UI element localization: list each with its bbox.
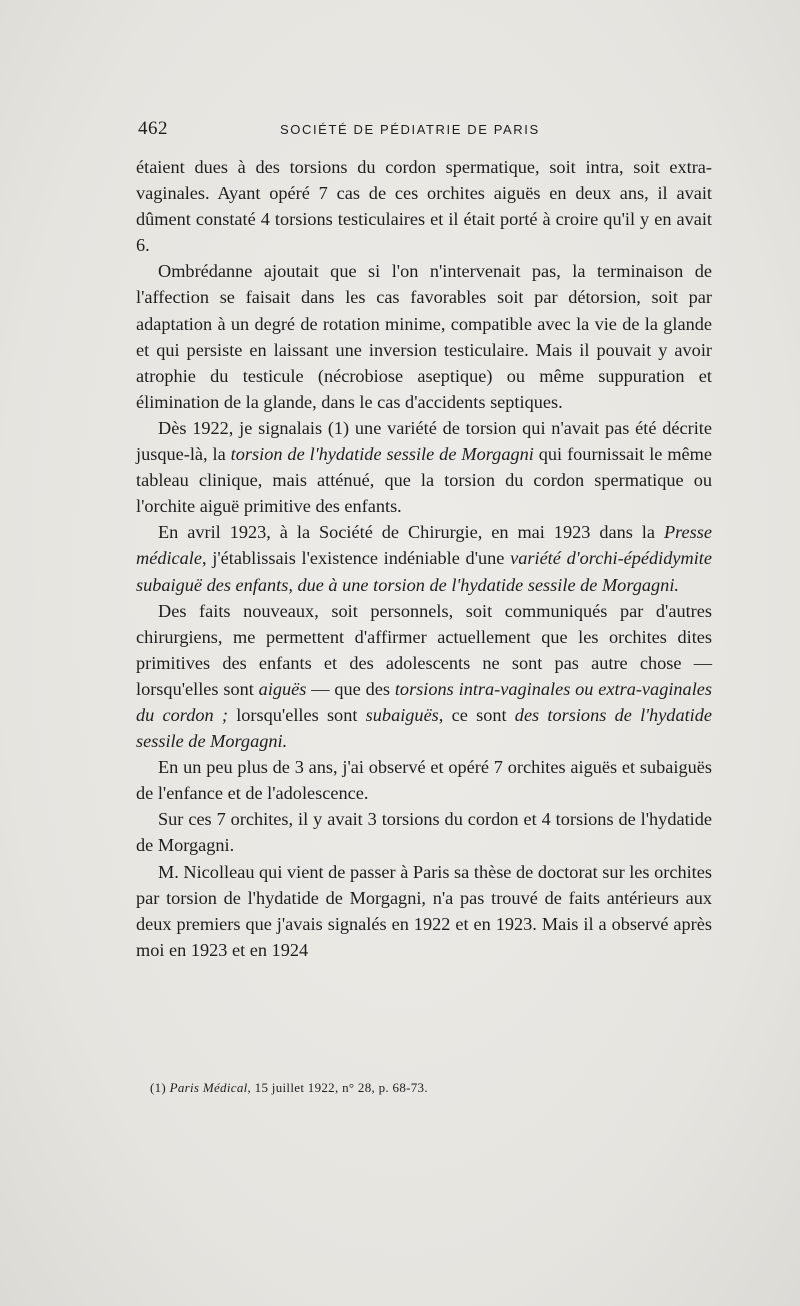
italic-text: Presse médicale: [136, 522, 712, 569]
text-run: étaient dues à des torsions du cordon spermatique, soit intra, soit extra-vaginales. Ayant opéré 7 cas de ces orchites aiguës en deux ans, il avait dûment constaté 4 torsions testiculaires et il était porté à croire qu'il y en avait 6.: [136, 157, 712, 256]
body-text: [136, 154, 712, 963]
paragraph: [136, 598, 712, 755]
paragraph: [136, 519, 712, 597]
footnote-details: , 15 juillet 1922, n° 28, p. 68-73.: [247, 1080, 428, 1095]
italic-text: torsions intra-vaginales ou extra-vaginales du cordon ;: [136, 678, 713, 725]
italic-text: des torsions de l'hydatide sessile de Morgagni.: [136, 704, 713, 752]
text-run: M. Nicolleau qui vient de passer à Paris sa thèse de doctorat sur les orchites par torsion de l'hydatide de Morgagni, n'a pas trouvé de faits antérieurs aux deux premiers que j'avais signalés en 1922 et en 1923. Mais il a observé après moi en 1923 et en 1924: [136, 861, 712, 960]
paragraph: [136, 806, 712, 858]
italic-text: variété d'orchi-épédidymite subaiguë des enfants, due à une torsion de l'hydatide sessile de Morgagni.: [136, 548, 712, 595]
text-run: lorsqu'elles sont: [227, 704, 366, 725]
paragraph: [136, 754, 712, 806]
italic-text: torsion de l'hydatide sessile de Morgagni: [230, 444, 534, 465]
page-number: 462: [138, 118, 168, 139]
footnote-marker: (1): [150, 1080, 167, 1095]
text-run: Dès 1922, je signalais (1) une variété de torsion qui n'avait pas été décrite jusque-là, la: [136, 417, 712, 465]
paragraph: [136, 859, 712, 963]
text-run: , ce sont: [438, 704, 515, 725]
text-run: — que des: [306, 678, 395, 699]
text-run: , j'établissais l'existence indéniable d'une: [201, 548, 511, 569]
italic-text: subaiguës: [365, 704, 439, 725]
text-run: Des faits nouveaux, soit personnels, soit communiqués par d'autres chirurgiens, me permettent d'affirmer actuellement que les orchites dites primitives des enfants et des adolescents ne sont pas autre chose — lorsqu'elles sont: [136, 600, 712, 699]
paragraph: [136, 258, 712, 415]
running-title: SOCIÉTÉ DE PÉDIATRIE DE PARIS: [280, 122, 540, 137]
footnote: [150, 1080, 428, 1096]
text-run: qui fournissait le même tableau clinique, mais atténué, que la torsion du cordon spermatique ou l'orchite aiguë primitive des enfants.: [136, 444, 712, 517]
text-run: Ombrédanne ajoutait que si l'on n'intervenait pas, la terminaison de l'affection se faisait dans les cas favorables soit par détorsion, soit par adaptation à un degré de rotation minime, compatible avec la vie de la glande et qui persiste en laissant une inversion testiculaire. Mais il pouvait y avoir atrophie du testicule (nécrobiose aseptique) ou même suppuration et élimination de la glande, dans le cas d'accidents septiques.: [136, 261, 712, 412]
paragraph: [136, 415, 712, 519]
text-run: En un peu plus de 3 ans, j'ai observé et opéré 7 orchites aiguës et subaiguës de l'enfance et de l'adolescence.: [136, 757, 712, 804]
footnote-source: Paris Médical: [169, 1080, 248, 1095]
italic-text: aiguës: [258, 678, 307, 699]
text-run: En avril 1923, à la Société de Chirurgie, en mai 1923 dans la: [158, 522, 664, 543]
page-header: [138, 118, 712, 144]
paragraph: [136, 154, 712, 258]
text-run: Sur ces 7 orchites, il y avait 3 torsions du cordon et 4 torsions de l'hydatide de Morgagni.: [136, 809, 712, 856]
